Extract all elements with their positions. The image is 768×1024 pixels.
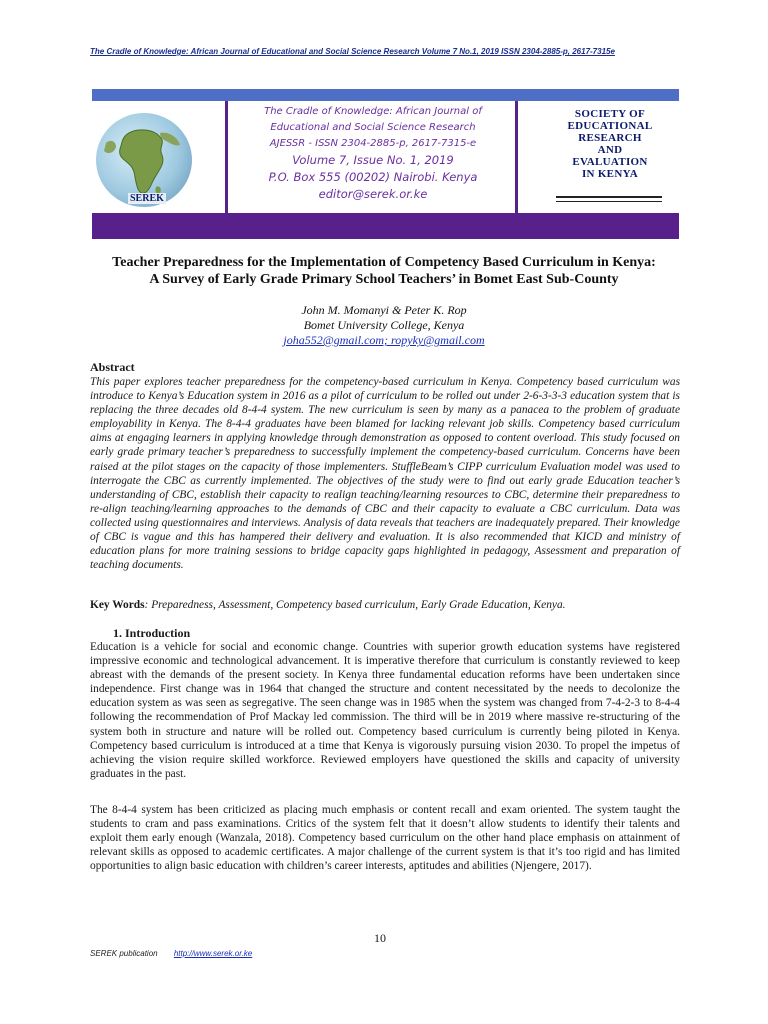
journal-name-line-2: Educational and Social Science Research <box>270 122 476 133</box>
banner-bottom-bar <box>92 227 679 239</box>
journal-volume: Volume 7, Issue No. 1, 2019 <box>292 153 454 167</box>
abstract-body: This paper explores teacher preparedness for the competency-based curriculum in Kenya. Competency based curriculum was introduce to Kenya’s Education system in 2016 as a pilot of curriculum to be rolled out under 2-6-3-3-3 education system that is replacing the three decades old 8-4-4 system. The new curriculum is seen by many as a panacea to the problem of graduate employability in Kenya. The 8-4-4 graduates have been blamed for lacking relevant job skills. Competency based curriculum aims at engaging learners in applying knowledge through demonstration as opposed to content overload. This study focused on early grade primary teacher’s preparedness to successfully implement the competency-based curriculum. Concerns have been raised at the pilot stages on the capacity of those implementers. StuffleBeam’s CIPP curriculum Evaluation model was used to interrogate the CBC as currently implemented. The objectives of the study were to find out early grade Education teacher’s understanding of CBC, establish their capacity to realign teaching/learning resources to CBC, determine their preparedness to re-align teaching/learning approaches to the demands of CBC and their capacity to evaluate a CBC curriculum. Data was collected using questionnaires and interviews. Analysis of data reveals that teachers are inadequately prepared. Their knowledge of CBC is vague and this has hampered their delivery and evaluation. It is also recommended that KICD and ministry of education plans for more training sessions to bridge capacity gaps highlighted in pedagogy, Assessment and preparation of teaching documents. <box>90 376 680 572</box>
society-name <box>552 108 668 180</box>
society-line: EVALUATION <box>572 156 648 168</box>
footer-publisher: SEREK publication <box>90 949 158 958</box>
society-line: EDUCATIONAL <box>567 120 653 132</box>
rule-line <box>556 201 662 202</box>
banner-top-bar <box>92 89 679 101</box>
introduction-heading: 1. Introduction <box>113 626 191 640</box>
rule-line <box>556 196 662 198</box>
serek-logo-text: SEREK <box>130 193 164 204</box>
keywords <box>90 598 680 612</box>
paper-title <box>80 254 688 288</box>
author-block <box>80 303 688 348</box>
abstract-heading: Abstract <box>90 360 135 374</box>
introduction-paragraph-1: Education is a vehicle for social and economic change. Countries with superior growth education systems have registered impressive economic and technological advancement. It is imperative therefore that curriculum is constantly reviewed to keep abreast with the demands of the present society. In Kenya three fundamental education reforms have been undertaken since independence. First change was in 1964 that changed the structure and content necessitated by the needs to decolonize the education system as was seen as segregative. The seen change was in 1985 when the system was changed from 7-4-2-3 to 8-4-4 following the recommendation of Prof Mackay led commission. The third will be in 2019 where massive re-structuring of the system both in structure and nature will be rolled out. Competency based curriculum is currently being piloted in Kenya. Competency based curriculum is introduced at a time that Kenya is vigorously pursuing vision 2030. To propel the impetus of achieving the vision require skilled workforce. Reviewed employers have questioned the skills and capacity of university graduates in the past. <box>90 641 680 780</box>
banner-purple-strip <box>92 213 679 227</box>
author-emails-link[interactable]: joha552@gmail.com; ropyky@gmail.com <box>283 333 485 347</box>
paper-title-line-2: A Survey of Early Grade Primary School Teachers’ in Bomet East Sub-County <box>149 272 619 287</box>
keywords-label: Key Words <box>90 599 145 611</box>
journal-name-line-1: The Cradle of Knowledge: African Journal of <box>264 106 482 117</box>
journal-header-line: The Cradle of Knowledge: African Journal of Educational and Social Science Research Volume 7 No.1, 2019 ISSN 2304-2885-p, 2617-7315e <box>90 47 615 56</box>
authors: John M. Momanyi & Peter K. Rop <box>301 303 467 317</box>
society-line: IN KENYA <box>581 168 639 180</box>
journal-email[interactable]: editor@serek.or.ke <box>318 187 428 201</box>
journal-address: P.O. Box 555 (00202) Nairobi. Kenya <box>268 170 478 184</box>
society-line: RESEARCH <box>578 132 642 144</box>
society-line: AND <box>597 144 623 156</box>
society-underlines <box>556 196 662 205</box>
journal-issn: AJESSR - ISSN 2304-2885-p, 2617-7315-e <box>269 138 477 149</box>
introduction-paragraph-2: The 8-4-4 system has been criticized as placing much emphasis or content recall and exam oriented. The system taught the students to cram and pass examinations. Critics of the system felt that it doesn’t allow students to identify their talents and exploit them early enough (Wanzala, 2018). Competency based curriculum on the other hand place emphasis on attainment of relevant skills as opposed to academic certificates. A major challenge of the current system is that it’s too rigid and has limited opportunities to align basic education with children’s career interests, aptitudes and abilities (Njengere, 2017). <box>90 804 680 873</box>
banner-journal-info <box>228 104 518 203</box>
keywords-list: : Preparedness, Assessment, Competency based curriculum, Early Grade Education, Kenya. <box>144 599 566 611</box>
society-line: SOCIETY OF <box>574 108 646 120</box>
affiliation: Bomet University College, Kenya <box>303 318 465 332</box>
footer-url-link[interactable]: http://www.serek.or.ke <box>173 949 253 958</box>
paper-title-line-1: Teacher Preparedness for the Implementation of Competency Based Curriculum in Kenya: <box>112 255 656 270</box>
page-number: 10 <box>374 931 386 945</box>
footer <box>90 949 252 958</box>
